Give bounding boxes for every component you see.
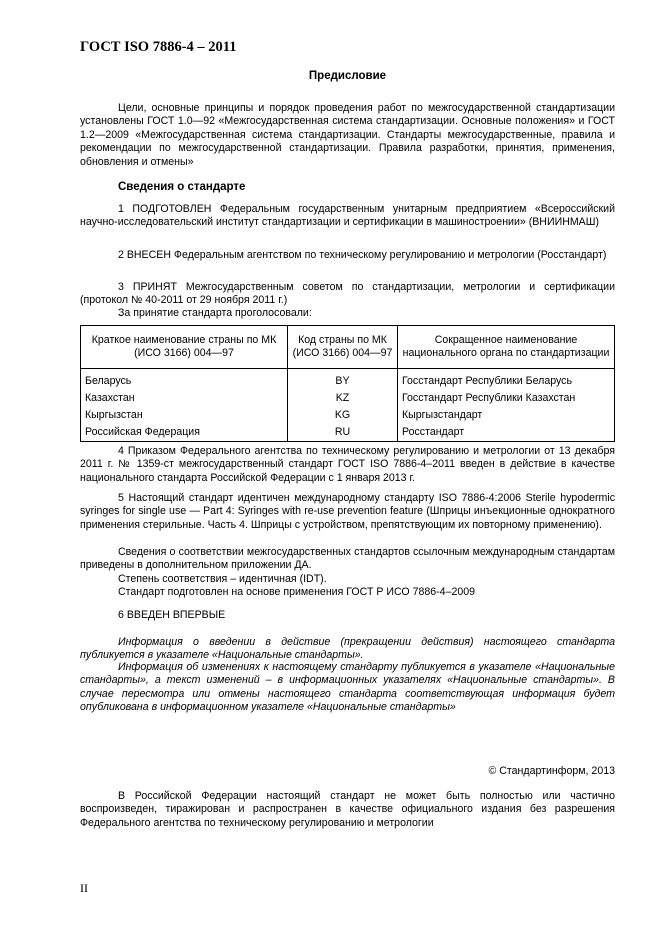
info-changes: Информация об изменениях к настоящему стандарту публикуется в указателе «Национальные стандарты», а текст изменений – в информационных указателях «Национальные стандарты». В случае пересмотра или отмены настоящего стандарта соответствующая информация будет опубликована в информационном указателе «Национальные стандарты» (80, 661, 615, 714)
item-4: 4 Приказом Федерального агентства по техническому регулированию и метрологии от 13 декабря 2011 г. № 1359-ст межгосударственный стандарт ГОСТ ISO 7886-4–2011 введен в действие в качестве национального стандарта Российской Федерации с 1 января 2013 г. (80, 445, 615, 484)
table-cell: KG (288, 407, 398, 424)
table-cell: BY (288, 369, 398, 391)
item-5-degree: Степень соответствия – идентичная (IDT). (118, 573, 327, 585)
item-5-basis: Стандарт подготовлен на основе применения ГОСТ Р ИСО 7886-4–2009 (118, 586, 476, 598)
item-5-references: Сведения о соответствии межгосударственных стандартов ссылочным международным стандартам приведены в дополнительном приложении ДА. (80, 546, 615, 572)
column-header: Сокращенное наименование национального органа по стандартизации (398, 326, 615, 369)
table-row (81, 390, 615, 407)
column-header: Код страны по МК (ИСО 3166) 004—97 (288, 326, 398, 369)
item-3: 3 ПРИНЯТ Межгосударственным советом по стандартизации, метрологии и сертификации (протокол № 40-2011 от 29 ноября 2011 г.) (80, 281, 615, 307)
table-row (81, 424, 615, 442)
table-cell: Российская Федерация (81, 424, 288, 442)
item-5: 5 Настоящий стандарт идентичен международному стандарту ISO 7886-4:2006 Sterile hypodermic syringes for single use — Part 4: Syringes with re-use prevention feature (Шприцы инъекционные однократного применения стерильные. Часть 4. Шприцы с устройством, препятствующим их повторному применению). (80, 492, 615, 531)
table-cell: KZ (288, 390, 398, 407)
page-title: Предисловие (308, 70, 387, 82)
table-header-row (81, 326, 615, 369)
table-cell: RU (288, 424, 398, 442)
table-cell: Кыргызстандарт (398, 407, 615, 424)
copyright: © Стандартинформ, 2013 (488, 765, 615, 777)
page-number: II (80, 881, 88, 895)
table-cell: Кыргызстан (81, 407, 288, 424)
item-6: 6 ВВЕДЕН ВПЕРВЫЕ (118, 609, 226, 621)
reproduction-notice: В Российской Федерации настоящий стандарт не может быть полностью или частично воспроизведен, тиражирован и распространен в качестве официального издания без разрешения Федерального агентства по техническому регулированию и метрологии (80, 790, 615, 829)
section-title: Сведения о стандарте (118, 181, 246, 193)
document-header: ГОСТ ISO 7886-4 – 2011 (80, 39, 237, 55)
table-row (81, 407, 615, 424)
info-introduction: Информация о введении в действие (прекращении действия) настоящего стандарта публикуется в указателе «Национальные стандарты». (80, 636, 615, 662)
column-header: Краткое наименование страны по МК (ИСО 3166) 004—97 (81, 326, 288, 369)
table-cell: Казахстан (81, 390, 288, 407)
intro-paragraph: Цели, основные принципы и порядок проведения работ по межгосударственной стандартизации установлены ГОСТ 1.0—92 «Межгосударственная система стандартизации. Основные положения» и ГОСТ 1.2—2009 «Межгосударственная система стандартизации. Стандарты межгосударственные, правила и рекомендации по межгосударственной стандартизации. Правила разработки, принятия, применения, обновления и отмены» (80, 102, 615, 168)
table-row (81, 369, 615, 391)
item-1: 1 ПОДГОТОВЛЕН Федеральным государственным унитарным предприятием «Всероссийский научно-исследовательский институт стандартизации и сертификации в машиностроении» (ВНИИНМАШ) (80, 203, 615, 229)
table-cell: Росстандарт (398, 424, 615, 442)
item-2: 2 ВНЕСЕН Федеральным агентством по техническому регулированию и метрологии (Росстандарт) (118, 249, 607, 261)
table-cell: Госстандарт Республики Беларусь (398, 369, 615, 391)
table-cell: Госстандарт Республики Казахстан (398, 390, 615, 407)
countries-table (80, 325, 615, 442)
table-cell: Беларусь (81, 369, 288, 391)
vote-line: За принятие стандарта проголосовали: (118, 307, 312, 319)
